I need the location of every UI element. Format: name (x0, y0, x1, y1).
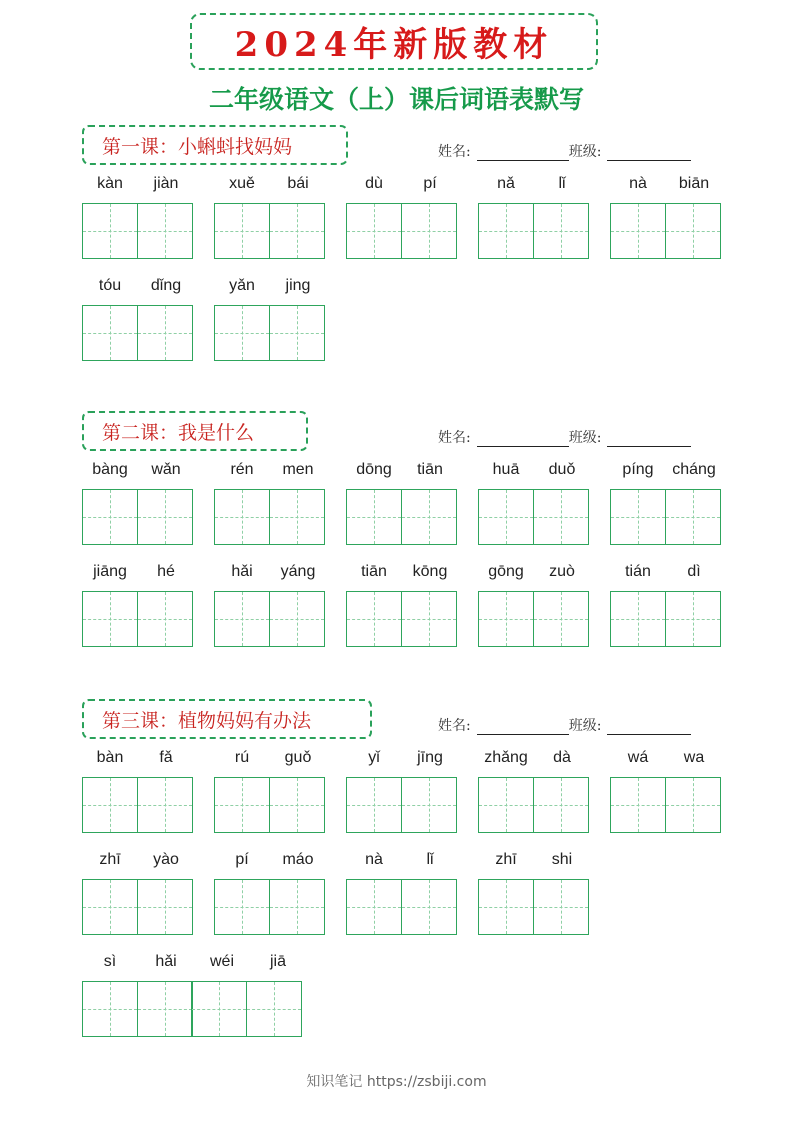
name-label: 姓名: (438, 430, 471, 446)
tianzige-box[interactable] (269, 203, 325, 259)
pinyin-label: wéi (209, 953, 234, 970)
class-label: 班级: (568, 144, 602, 160)
tianzige-box[interactable] (610, 203, 666, 259)
pinyin-label: dà (553, 749, 571, 766)
tianzige-box[interactable] (82, 489, 138, 545)
pinyin-label: jiāng (93, 563, 127, 580)
pinyin-label: rú (234, 749, 250, 766)
pinyin-label: pí (235, 851, 249, 868)
pinyin-label: hǎi (155, 953, 177, 970)
writing-grid (478, 879, 589, 935)
tianzige-box[interactable] (346, 203, 402, 259)
tianzige-box[interactable] (269, 489, 325, 545)
lesson-title-box (82, 699, 372, 739)
lesson-title-box (82, 125, 348, 165)
name-input-line[interactable] (477, 446, 569, 447)
tianzige-box[interactable] (214, 203, 270, 259)
pinyin-label: dì (687, 563, 701, 580)
tianzige-box[interactable] (665, 203, 721, 259)
pinyin-label: rén (230, 461, 254, 478)
pinyin-label: guǒ (284, 749, 312, 766)
writing-grid (346, 203, 457, 259)
writing-grid (346, 591, 457, 647)
tianzige-box[interactable] (610, 591, 666, 647)
tianzige-box[interactable] (533, 591, 589, 647)
writing-grid (610, 489, 721, 545)
name-input-line[interactable] (477, 160, 569, 161)
tianzige-box[interactable] (214, 305, 270, 361)
pinyin-label: zhī (99, 851, 121, 868)
pinyin-label: tiān (361, 563, 387, 580)
tianzige-box[interactable] (137, 879, 193, 935)
writing-grid (346, 489, 457, 545)
writing-grid (82, 777, 193, 833)
writing-grid (346, 777, 457, 833)
pinyin-label: jīng (417, 749, 443, 766)
writing-grid (610, 203, 721, 259)
pinyin-label: kōng (412, 563, 448, 580)
class-label: 班级: (568, 718, 602, 734)
writing-grid (82, 305, 193, 361)
tianzige-box[interactable] (269, 879, 325, 935)
tianzige-box[interactable] (610, 777, 666, 833)
footer-watermark: 知识笔记 https://zsbiji.com (306, 1074, 487, 1090)
name-class-fields (438, 715, 691, 735)
pinyin-label: bái (287, 175, 309, 192)
pinyin-label: jing (285, 277, 311, 294)
pinyin-label: shi (551, 851, 573, 868)
tianzige-box[interactable] (478, 489, 534, 545)
writing-grid (478, 591, 589, 647)
pinyin-label: zuò (549, 563, 575, 580)
tianzige-box[interactable] (82, 777, 138, 833)
tianzige-box[interactable] (82, 203, 138, 259)
tianzige-box[interactable] (401, 203, 457, 259)
pinyin-label: lǐ (558, 175, 566, 192)
tianzige-box[interactable] (246, 981, 302, 1037)
page-title: 2024年新版教材 (234, 25, 554, 65)
lesson-title: 第三课：植物妈妈有办法 (102, 709, 312, 732)
page-subtitle: 二年级语文（上）课后词语表默写 (208, 85, 584, 114)
tianzige-box[interactable] (478, 591, 534, 647)
tianzige-box[interactable] (137, 777, 193, 833)
pinyin-label: bàng (92, 461, 128, 478)
pinyin-label: wá (627, 749, 649, 766)
tianzige-box[interactable] (533, 777, 589, 833)
pinyin-label: sì (103, 953, 117, 970)
pinyin-label: bàn (96, 749, 124, 766)
pinyin-label: wa (683, 749, 705, 766)
writing-grid (82, 981, 302, 1037)
pinyin-label: cháng (672, 461, 716, 478)
tianzige-box[interactable] (214, 879, 270, 935)
name-class-fields (438, 427, 691, 447)
writing-grid (82, 203, 193, 259)
tianzige-box[interactable] (478, 879, 534, 935)
writing-grid (346, 879, 457, 935)
tianzige-box[interactable] (82, 981, 138, 1037)
pinyin-label: nà (629, 175, 647, 192)
tianzige-box[interactable] (401, 489, 457, 545)
pinyin-label: dǐng (150, 277, 182, 294)
lesson-title: 第一课：小蝌蚪找妈妈 (102, 135, 293, 158)
pinyin-label: yào (153, 851, 179, 868)
tianzige-box[interactable] (610, 489, 666, 545)
tianzige-box[interactable] (82, 879, 138, 935)
tianzige-box[interactable] (82, 591, 138, 647)
writing-grid (478, 203, 589, 259)
pinyin-label: dù (365, 175, 383, 192)
pinyin-label: máo (282, 851, 314, 868)
writing-grid (214, 203, 325, 259)
pinyin-label: kàn (97, 175, 123, 192)
pinyin-label: biān (678, 175, 710, 192)
pinyin-label: men (282, 461, 314, 478)
pinyin-label: tóu (98, 277, 122, 294)
lesson-title: 第二课：我是什么 (102, 421, 255, 444)
class-input-line[interactable] (607, 160, 691, 161)
class-input-line[interactable] (607, 446, 691, 447)
tianzige-box[interactable] (665, 489, 721, 545)
pinyin-label: yǐ (368, 749, 380, 766)
tianzige-box[interactable] (533, 489, 589, 545)
pinyin-label: lǐ (426, 851, 434, 868)
writing-grid (214, 489, 325, 545)
writing-grid (478, 777, 589, 833)
tianzige-box[interactable] (478, 777, 534, 833)
tianzige-box[interactable] (665, 777, 721, 833)
writing-grid (82, 489, 193, 545)
tianzige-box[interactable] (269, 305, 325, 361)
pinyin-label: zhī (495, 851, 517, 868)
pinyin-label: xuě (229, 175, 255, 192)
tianzige-box[interactable] (346, 489, 402, 545)
pinyin-label: fǎ (159, 749, 173, 766)
pinyin-label: nǎ (497, 175, 515, 192)
tianzige-box[interactable] (214, 489, 270, 545)
tianzige-box[interactable] (137, 981, 193, 1037)
pinyin-label: gōng (488, 563, 524, 580)
tianzige-box[interactable] (191, 981, 247, 1037)
tianzige-box[interactable] (401, 591, 457, 647)
pinyin-label: hé (157, 563, 175, 580)
writing-grid (214, 879, 325, 935)
pinyin-label: yáng (280, 563, 316, 580)
pinyin-label: huā (492, 461, 520, 478)
tianzige-box[interactable] (346, 591, 402, 647)
writing-grid (214, 305, 325, 361)
writing-grid (82, 879, 193, 935)
writing-grid (478, 489, 589, 545)
tianzige-box[interactable] (401, 879, 457, 935)
pinyin-label: píng (622, 461, 654, 478)
tianzige-box[interactable] (137, 489, 193, 545)
tianzige-box[interactable] (533, 879, 589, 935)
pinyin-label: dōng (356, 461, 392, 478)
pinyin-label: wǎn (151, 461, 181, 478)
name-class-fields (438, 141, 691, 161)
tianzige-box[interactable] (533, 203, 589, 259)
pinyin-label: tián (625, 563, 651, 580)
pinyin-label: jiàn (153, 175, 179, 192)
tianzige-box[interactable] (478, 203, 534, 259)
tianzige-box[interactable] (214, 777, 270, 833)
writing-grid (214, 777, 325, 833)
pinyin-label: hǎi (231, 563, 253, 580)
title-banner (190, 13, 598, 70)
tianzige-box[interactable] (269, 591, 325, 647)
pinyin-label: nà (365, 851, 383, 868)
class-input-line[interactable] (607, 734, 691, 735)
name-label: 姓名: (438, 144, 471, 160)
class-label: 班级: (568, 430, 602, 446)
tianzige-box[interactable] (137, 305, 193, 361)
pinyin-label: duǒ (548, 461, 576, 478)
pinyin-label: zhǎng (484, 749, 528, 766)
name-input-line[interactable] (477, 734, 569, 735)
pinyin-label: jiā (269, 953, 286, 970)
name-label: 姓名: (438, 718, 471, 734)
writing-grid (610, 591, 721, 647)
pinyin-label: tiān (417, 461, 443, 478)
writing-grid (610, 777, 721, 833)
tianzige-box[interactable] (214, 591, 270, 647)
tianzige-box[interactable] (346, 777, 402, 833)
pinyin-label: yǎn (229, 277, 255, 294)
tianzige-box[interactable] (137, 203, 193, 259)
tianzige-box[interactable] (82, 305, 138, 361)
writing-grid (214, 591, 325, 647)
tianzige-box[interactable] (269, 777, 325, 833)
tianzige-box[interactable] (401, 777, 457, 833)
pinyin-label: pí (423, 175, 437, 192)
tianzige-box[interactable] (137, 591, 193, 647)
tianzige-box[interactable] (346, 879, 402, 935)
writing-grid (82, 591, 193, 647)
lesson-title-box (82, 411, 308, 451)
tianzige-box[interactable] (665, 591, 721, 647)
